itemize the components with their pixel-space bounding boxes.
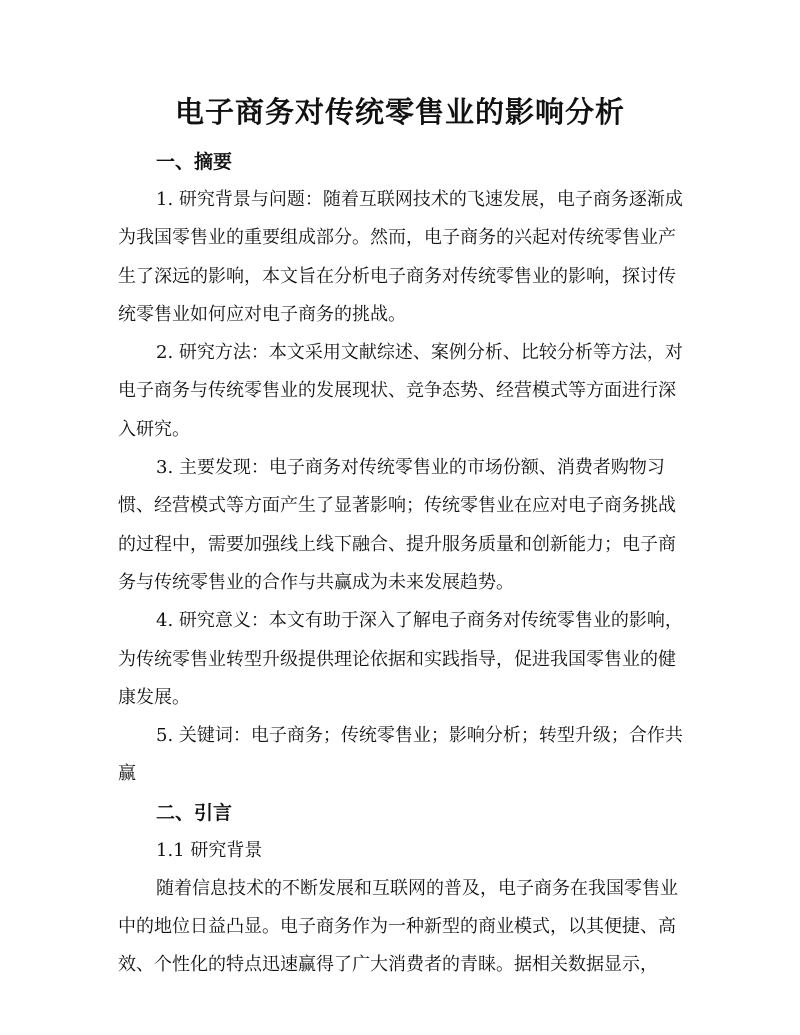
abstract-paragraph-findings: 3. 主要发现：电子商务对传统零售业的市场份额、消费者购物习惯、经营模式等方面产生了显著影响；传统零售业在应对电子商务挑战的过程中，需要加强线上线下融合、提升服务质量和创新能力；电子商务与传统零售业的合作与共赢成为未来发展趋势。: [118, 457, 676, 593]
introduction-paragraph: 随着信息技术的不断发展和互联网的普及，电子商务在我国零售业中的地位日益凸显。电子商务作为一种新型的商业模式，以其便捷、高效、个性化的特点迅速赢得了广大消费者的青睐。据相关数据显示，: [118, 877, 678, 976]
section-heading-abstract: 一、摘要: [156, 151, 233, 173]
abstract-paragraph-method: 2. 研究方法：本文采用文献综述、案例分析、比较分析等方法，对电子商务与传统零售业的发展现状、竞争态势、经营模式等方面进行深入研究。: [118, 342, 683, 440]
abstract-paragraph-significance: 4. 研究意义：本文有助于深入了解电子商务对传统零售业的影响，为传统零售业转型升级提供理论依据和实践指导，促进我国零售业的健康发展。: [118, 610, 683, 708]
document-body: [118, 143, 688, 985]
abstract-paragraph-background: 1. 研究背景与问题：随着互联网技术的飞速发展，电子商务逐渐成为我国零售业的重要组成部分。然而，电子商务的兴起对传统零售业产生了深远的影响，本文旨在分析电子商务对传统零售业的影响，探讨传统零售业如何应对电子商务的挑战。: [118, 189, 683, 325]
document-title: 电子商务对传统零售业的影响分析: [174, 95, 625, 129]
abstract-paragraph-keywords: 5. 关键词：电子商务；传统零售业；影响分析；转型升级；合作共赢: [118, 725, 683, 785]
subsection-heading-background: 1.1 研究背景: [156, 839, 263, 861]
section-heading-introduction: 二、引言: [156, 801, 233, 824]
